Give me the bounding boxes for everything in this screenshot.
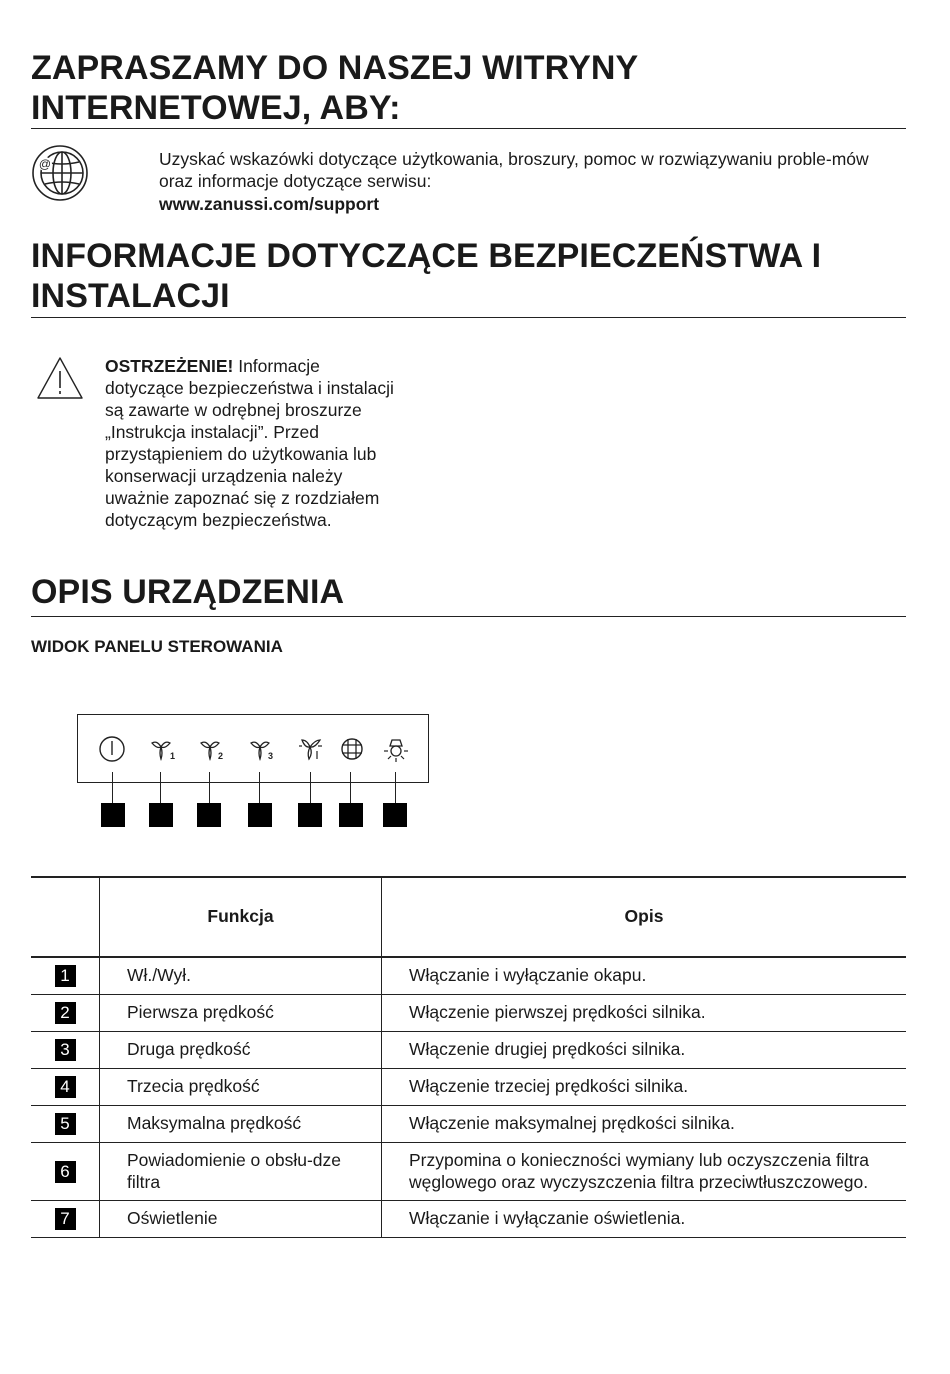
callout-box: [197, 803, 221, 827]
light-icon: [382, 735, 410, 763]
row-number-badge: 3: [55, 1039, 76, 1061]
svg-text:3: 3: [268, 751, 274, 761]
fan-max-icon: [297, 735, 325, 763]
row-function: Pierwsza prędkość: [100, 995, 382, 1032]
callout-box: [101, 803, 125, 827]
row-description: Włączenie trzeciej prędkości silnika.: [382, 1069, 907, 1106]
table-row: [31, 1106, 906, 1143]
row-function: Maksymalna prędkość: [100, 1106, 382, 1143]
warning-body: Informacje dotyczące bezpieczeństwa i instalacji są zawarte w odrębnej broszurze „Instrukcja instalacji”. Przed przystąpieniem do użytkowania lub konserwacji urządzenia należy uważnie zapoznać się z rozdziałem dotyczącym bezpieczeństwa.: [105, 356, 394, 530]
svg-text:@: @: [38, 157, 52, 171]
row-number-badge: 1: [55, 965, 76, 987]
website-description: Uzyskać wskazówki dotyczące użytkowania, broszury, pomoc w rozwiązywaniu proble-mów oraz informacje dotyczące serwisu:: [159, 149, 869, 191]
callout-line: [350, 772, 351, 804]
callout-box: [383, 803, 407, 827]
row-description: Przypomina o konieczności wymiany lub oczyszczenia filtra węglowego oraz wyczyszczenia filtra przeciwtłuszczowego.: [382, 1143, 907, 1201]
warning-label: OSTRZEŻENIE!: [105, 356, 234, 376]
column-header-function: Funkcja: [100, 876, 382, 957]
section-title-device: OPIS URZĄDZENIA: [31, 573, 345, 611]
warning-triangle-icon: [36, 356, 84, 400]
warning-notice: [105, 355, 395, 531]
table-row: [31, 1143, 906, 1201]
globe-at-icon: [31, 144, 89, 202]
table-row: [31, 957, 906, 995]
row-description: Włączenie maksymalnej prędkości silnika.: [382, 1106, 907, 1143]
table-row: [31, 1201, 906, 1238]
callout-line: [112, 772, 113, 804]
svg-text:1: 1: [170, 751, 176, 761]
row-description: Włączanie i wyłączanie okapu.: [382, 957, 907, 995]
row-number-badge: 6: [55, 1161, 76, 1183]
row-number-badge: 7: [55, 1208, 76, 1230]
support-link[interactable]: www.zanussi.com/support: [159, 194, 380, 214]
row-description: Włączenie drugiej prędkości silnika.: [382, 1032, 907, 1069]
callout-line: [259, 772, 260, 804]
fan-speed-2-icon: [197, 735, 225, 763]
section-divider: [31, 317, 906, 318]
callout-box: [339, 803, 363, 827]
section-title-website: ZAPRASZAMY DO NASZEJ WITRYNY INTERNETOWEJ, ABY:: [31, 49, 638, 127]
callout-line: [395, 772, 396, 804]
callout-box: [248, 803, 272, 827]
callout-line: [209, 772, 210, 804]
row-description: Włączenie pierwszej prędkości silnika.: [382, 995, 907, 1032]
subsection-title: WIDOK PANELU STEROWANIA: [31, 637, 283, 656]
callout-line: [160, 772, 161, 804]
callout-box: [298, 803, 322, 827]
row-number-badge: 4: [55, 1076, 76, 1098]
row-number-badge: 5: [55, 1113, 76, 1135]
table-row: [31, 1069, 906, 1106]
table-row: [31, 995, 906, 1032]
row-function: Powiadomienie o obsłu-dze filtra: [100, 1143, 382, 1201]
column-header-number: [31, 876, 100, 957]
power-icon: [98, 735, 126, 763]
column-header-description: Opis: [382, 876, 907, 957]
row-function: Wł./Wył.: [100, 957, 382, 995]
row-number-badge: 2: [55, 1002, 76, 1024]
section-title-safety: INFORMACJE DOTYCZĄCE BEZPIECZEŃSTWA I INSTALACJI: [31, 237, 822, 315]
table-row: [31, 1032, 906, 1069]
row-function: Trzecia prędkość: [100, 1069, 382, 1106]
fan-speed-3-icon: [247, 735, 275, 763]
callout-box: [149, 803, 173, 827]
filter-grid-icon: [338, 735, 366, 763]
fan-speed-1-icon: [148, 735, 176, 763]
row-function: Oświetlenie: [100, 1201, 382, 1238]
control-panel-diagram: [77, 714, 429, 783]
callout-line: [310, 772, 311, 804]
svg-text:2: 2: [218, 751, 224, 761]
section-divider: [31, 616, 906, 617]
function-table: [31, 876, 906, 1238]
table-header-row: [31, 876, 906, 957]
row-function: Druga prędkość: [100, 1032, 382, 1069]
row-description: Włączanie i wyłączanie oświetlenia.: [382, 1201, 907, 1238]
section-divider: [31, 128, 906, 129]
